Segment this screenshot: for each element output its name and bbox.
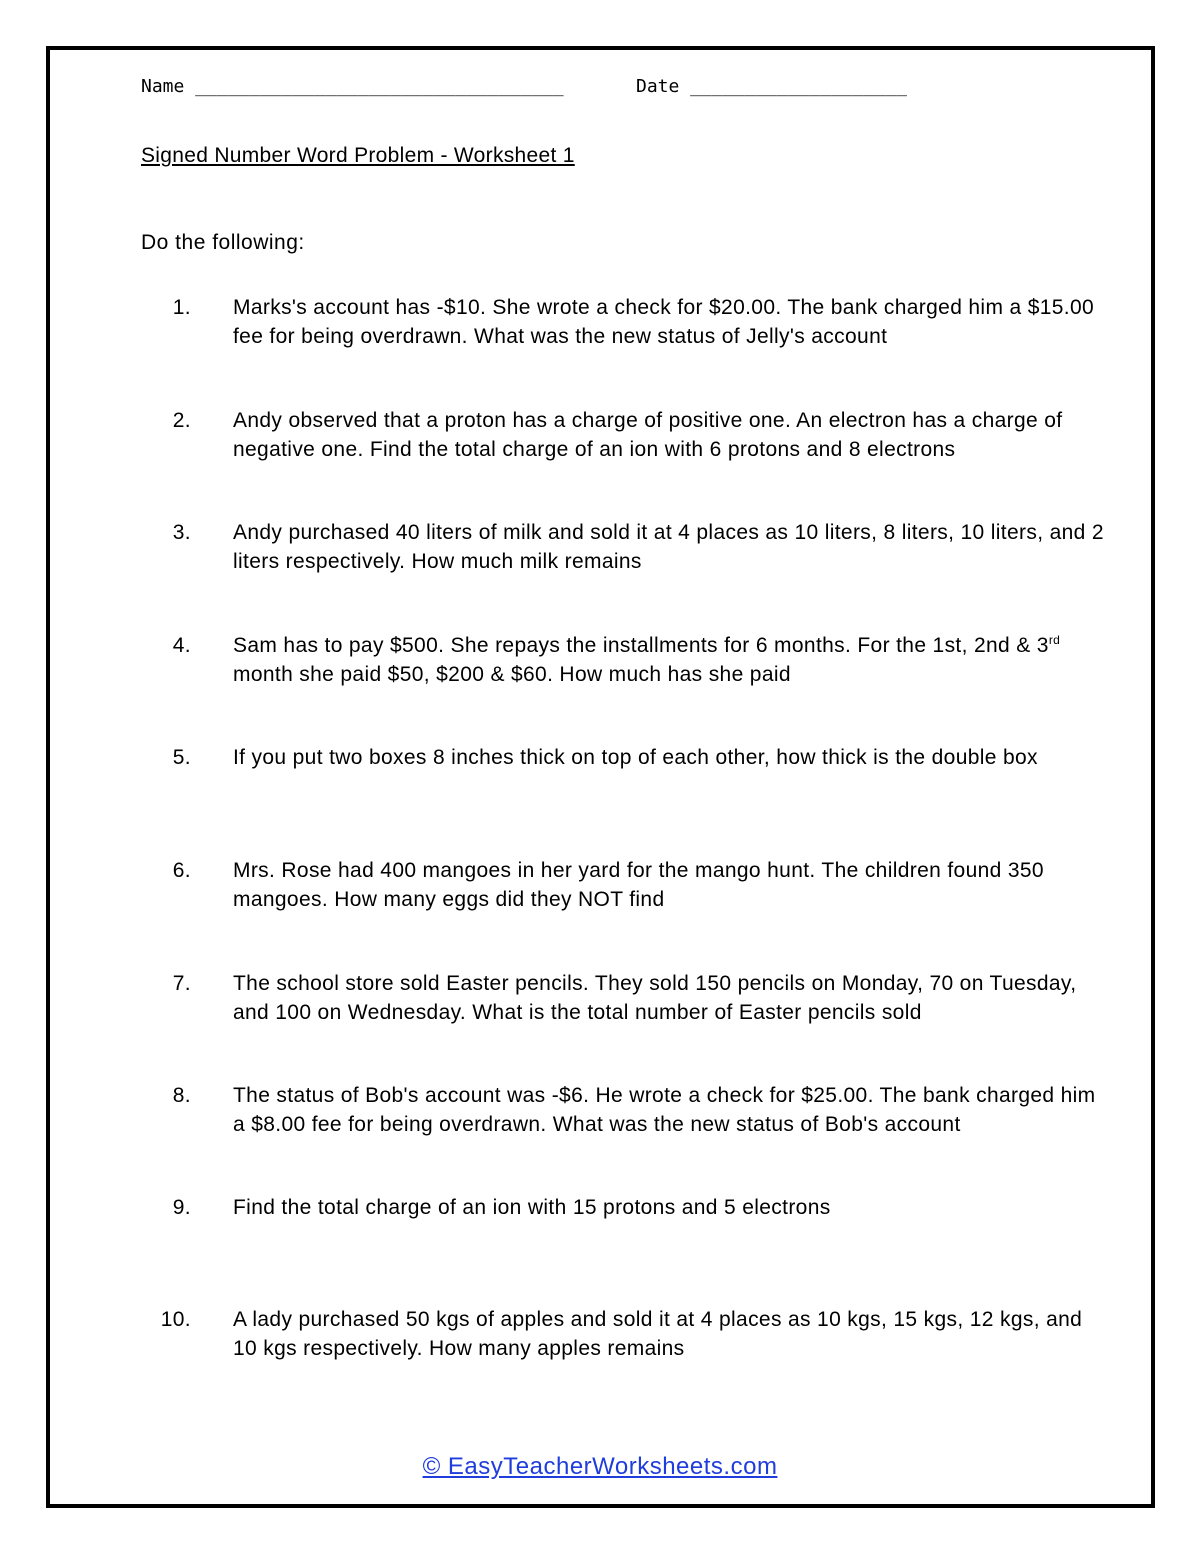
problem-text: The status of Bob's account was -$6. He wrote a check for $25.00. The bank charged him a $8.00 fee for being overdrawn. What was the new status of Bob's account bbox=[233, 1084, 1096, 1136]
instructions: Do the following: bbox=[141, 231, 305, 254]
problem-text: A lady purchased 50 kgs of apples and sold it at 4 places as 10 kgs, 15 kgs, 12 kgs, and 10 kgs respectively. How many apples remains bbox=[233, 1308, 1083, 1360]
problem-number: 8. bbox=[172, 1084, 191, 1107]
problem-text: Andy purchased 40 liters of milk and sold it at 4 places as 10 liters, 8 liters, 10 liters, and 2 liters respectively. How much milk remains bbox=[233, 521, 1104, 573]
problem-text: The school store sold Easter pencils. They sold 150 pencils on Monday, 70 on Tuesday, and 100 on Wednesday. What is the total number of Easter pencils sold bbox=[233, 972, 1077, 1024]
problem-number: 2. bbox=[172, 409, 191, 432]
problem-number: 1. bbox=[172, 296, 191, 319]
problem-text: Sam has to pay $500. She repays the installments for 6 months. For the 1st, 2nd & 3rd month she paid $50, $200 & $60. How much has she paid bbox=[233, 633, 1061, 686]
problem-text: If you put two boxes 8 inches thick on top of each other, how thick is the double box bbox=[233, 746, 1038, 769]
problem-text: Mrs. Rose had 400 mangoes in her yard for the mango hunt. The children found 350 mangoes. How many eggs did they NOT find bbox=[233, 859, 1044, 911]
problem-number: 4. bbox=[172, 634, 191, 657]
problem-text: Andy observed that a proton has a charge of positive one. An electron has a charge of negative one. Find the total charge of an ion with 6 protons and 8 electrons bbox=[233, 409, 1063, 461]
problem-number: 3. bbox=[172, 521, 191, 544]
page-border bbox=[46, 46, 1155, 1508]
problem-text: Find the total charge of an ion with 15 protons and 5 electrons bbox=[233, 1196, 831, 1219]
site-link[interactable]: © EasyTeacherWorksheets.com bbox=[422, 1453, 778, 1480]
name-field-line: Name __________________________________ bbox=[141, 76, 564, 97]
worksheet-title: Signed Number Word Problem - Worksheet 1 bbox=[141, 144, 575, 167]
problem-number: 6. bbox=[172, 859, 191, 882]
problem-text: Marks's account has -$10. She wrote a check for $20.00. The bank charged him a $15.00 fee for being overdrawn. What was the new status of Jelly's account bbox=[233, 296, 1095, 348]
problem-number: 7. bbox=[172, 972, 191, 995]
problem-number: 10. bbox=[160, 1308, 191, 1331]
ordinal-superscript: rd bbox=[1048, 633, 1061, 647]
date-field-line: Date ____________________ bbox=[636, 76, 907, 97]
problem-number: 5. bbox=[172, 746, 191, 769]
problem-number: 9. bbox=[172, 1196, 191, 1219]
